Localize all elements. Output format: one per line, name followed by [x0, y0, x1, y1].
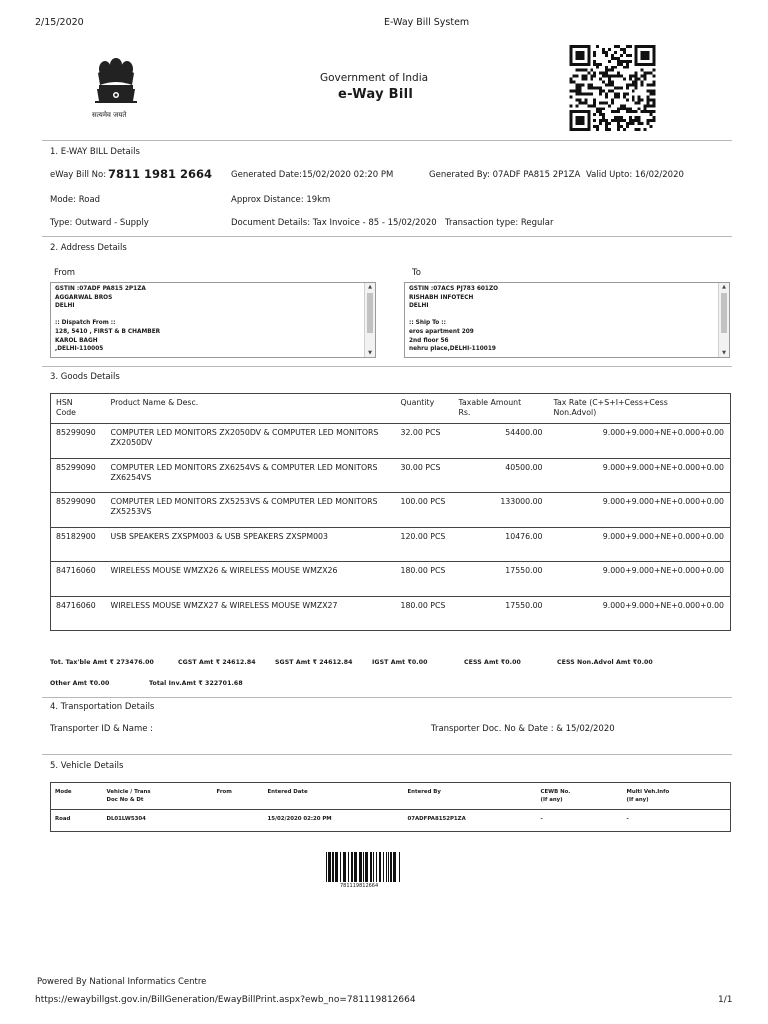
hsn-cell: 84716060 — [51, 596, 106, 631]
tax-rate-cell: 9.000+9.000+NE+0.000+0.00 — [549, 424, 731, 459]
hsn-header: HSN Code — [51, 394, 106, 424]
state-emblem-icon — [86, 55, 146, 113]
page-url[interactable]: https://ewaybillgst.gov.in/BillGeneration/EwayBillPrint.aspx?ewb_no=781119812664 — [35, 995, 416, 1005]
page-count: 1/1 — [718, 995, 733, 1005]
print-date: 2/15/2020 — [35, 17, 84, 28]
entered-date-header: Entered Date — [264, 783, 404, 810]
transportation-details-heading: 4. Transportation Details — [50, 702, 155, 712]
tax-rate-cell: 9.000+9.000+NE+0.000+0.00 — [549, 527, 731, 562]
vehicle-table — [50, 782, 731, 832]
hsn-cell: 85182900 — [51, 527, 106, 562]
to-address-text: GSTIN :07ACS PJ783 601ZO RISHABH INFOTECH DELHI :: Ship To :: eros apartment 209 2nd floor 56 nehru place,DELHI-110019 — [409, 286, 499, 353]
scroll-thumb[interactable] — [367, 293, 373, 333]
product-cell: COMPUTER LED MONITORS ZX6254VS & COMPUTER LED MONITORS ZX6254VS — [106, 458, 396, 493]
scroll-thumb[interactable] — [721, 293, 727, 333]
emblem-motto: सत्यमेव जयते — [92, 111, 127, 119]
quantity-cell: 30.00 PCS — [396, 458, 454, 493]
quantity-cell: 180.00 PCS — [396, 562, 454, 597]
document-details: Document Details: Tax Invoice - 85 - 15/02/2020 — [231, 218, 437, 228]
tax-rate-cell: 9.000+9.000+NE+0.000+0.00 — [549, 596, 731, 631]
multi-veh-cell: - — [626, 816, 629, 822]
qr-code — [569, 45, 656, 131]
igst-amount: IGST Amt ₹0.00 — [372, 659, 428, 666]
document-title: e-Way Bill — [338, 87, 414, 102]
generated-date: Generated Date:15/02/2020 02:20 PM — [231, 170, 394, 180]
barcode — [326, 852, 400, 882]
cgst-amount: CGST Amt ₹ 24612.84 — [178, 659, 256, 666]
powered-by-footer: Powered By National Informatics Centre — [37, 977, 207, 987]
table-row — [51, 527, 731, 562]
sgst-amount: SGST Amt ₹ 24612.84 — [275, 659, 353, 666]
to-address-scrollbar[interactable] — [718, 283, 729, 357]
table-row — [51, 562, 731, 597]
cewb-cell: - — [540, 816, 543, 822]
vehicle-no-cell: DL01LW5304 — [106, 816, 146, 822]
table-row — [51, 493, 731, 528]
product-cell: WIRELESS MOUSE WMZX27 & WIRELESS MOUSE WMZX27 — [106, 596, 396, 631]
hsn-cell: 85299090 — [51, 424, 106, 459]
product-cell: USB SPEAKERS ZXSPM003 & USB SPEAKERS ZXSPM003 — [106, 527, 396, 562]
entered-by-cell: 07ADFPA8152P1ZA — [407, 816, 466, 822]
mode-header: Mode — [51, 783, 103, 810]
taxable-cell: 17550.00 — [454, 596, 549, 631]
total-taxable-amount: Tot. Tax'ble Amt ₹ 273476.00 — [50, 659, 154, 666]
table-row — [51, 458, 731, 493]
tax-rate-header: Tax Rate (C+S+I+Cess+Cess Non.Advol) — [549, 394, 731, 424]
entered-by-header: Entered By — [404, 783, 537, 810]
taxable-header: Taxable Amount Rs. — [454, 394, 549, 424]
tax-rate-cell: 9.000+9.000+NE+0.000+0.00 — [549, 562, 731, 597]
from-header: From — [213, 783, 264, 810]
vehicle-header-row — [51, 783, 731, 810]
taxable-cell: 40500.00 — [454, 458, 549, 493]
supply-type: Type: Outward - Supply — [50, 218, 149, 228]
table-row — [51, 424, 731, 459]
quantity-cell: 180.00 PCS — [396, 596, 454, 631]
ewb-number-label: eWay Bill No: — [50, 170, 107, 180]
table-row — [51, 596, 731, 631]
from-label: From — [54, 268, 76, 278]
address-details-heading: 2. Address Details — [50, 243, 127, 253]
product-cell: WIRELESS MOUSE WMZX26 & WIRELESS MOUSE WMZX26 — [106, 562, 396, 597]
product-cell: COMPUTER LED MONITORS ZX5253VS & COMPUTER LED MONITORS ZX5253VS — [106, 493, 396, 528]
goods-header-row — [51, 394, 731, 424]
total-invoice-amount: Total Inv.Amt ₹ 322701.68 — [149, 680, 243, 687]
to-label: To — [412, 268, 421, 278]
cess-non-advol-amount: CESS Non.Advol Amt ₹0.00 — [557, 659, 653, 666]
goods-table — [50, 393, 731, 631]
to-address-box[interactable] — [404, 282, 730, 358]
hsn-cell: 84716060 — [51, 562, 106, 597]
from-address-box[interactable] — [50, 282, 376, 358]
table-row — [51, 810, 731, 832]
from-address-scrollbar[interactable] — [364, 283, 375, 357]
product-header: Product Name & Desc. — [106, 394, 396, 424]
government-heading: Government of India — [320, 72, 429, 84]
product-cell: COMPUTER LED MONITORS ZX2050DV & COMPUTER LED MONITORS ZX2050DV — [106, 424, 396, 459]
taxable-cell: 10476.00 — [454, 527, 549, 562]
quantity-cell: 32.00 PCS — [396, 424, 454, 459]
quantity-cell: 120.00 PCS — [396, 527, 454, 562]
transaction-type: Transaction type: Regular — [445, 218, 554, 228]
scroll-down-icon[interactable]: ▼ — [722, 350, 726, 356]
cess-amount: CESS Amt ₹0.00 — [464, 659, 521, 666]
hsn-cell: 85299090 — [51, 458, 106, 493]
transport-mode: Mode: Road — [50, 195, 101, 205]
hsn-cell: 85299090 — [51, 493, 106, 528]
taxable-cell: 133000.00 — [454, 493, 549, 528]
cewb-header: CEWB No. (If any) — [537, 783, 623, 810]
taxable-cell: 17550.00 — [454, 562, 549, 597]
taxable-cell: 54400.00 — [454, 424, 549, 459]
generated-by: Generated By: 07ADF PA815 2P1ZA — [429, 170, 581, 180]
entered-date-cell: 15/02/2020 02:20 PM — [267, 816, 332, 822]
multi-veh-header: Multi Veh.Info (If any) — [623, 783, 731, 810]
transporter-id: Transporter ID & Name : — [50, 724, 154, 734]
from-cell — [213, 810, 264, 832]
print-title: E-Way Bill System — [384, 17, 470, 28]
ewb-number: 7811 1981 2664 — [108, 167, 213, 181]
quantity-header: Quantity — [396, 394, 454, 424]
transporter-doc: Transporter Doc. No & Date : & 15/02/2020 — [431, 724, 615, 734]
scroll-up-icon[interactable]: ▲ — [722, 284, 726, 290]
valid-upto: Valid Upto: 16/02/2020 — [586, 170, 684, 180]
scroll-down-icon[interactable]: ▼ — [368, 350, 372, 356]
mode-cell: Road — [55, 816, 71, 822]
approx-distance: Approx Distance: 19km — [231, 195, 331, 205]
tax-rate-cell: 9.000+9.000+NE+0.000+0.00 — [549, 458, 731, 493]
vehicle-details-heading: 5. Vehicle Details — [50, 761, 124, 771]
goods-details-heading: 3. Goods Details — [50, 372, 120, 382]
ewb-details-heading: 1. E-WAY BILL Details — [50, 147, 140, 157]
quantity-cell: 100.00 PCS — [396, 493, 454, 528]
barcode-number: 781119812664 — [340, 883, 379, 889]
from-address-text: GSTIN :07ADF PA815 2P1ZA AGGARWAL BROS DELHI :: Dispatch From :: 128, 5410 , FIRST & B CHAMBER KAROL BAGH ,DELHI-110005 — [55, 286, 161, 353]
other-amount: Other Amt ₹0.00 — [50, 680, 110, 687]
tax-rate-cell: 9.000+9.000+NE+0.000+0.00 — [549, 493, 731, 528]
vehicle-no-header: Vehicle / Trans Doc No & Dt — [103, 783, 213, 810]
scroll-up-icon[interactable]: ▲ — [368, 284, 372, 290]
